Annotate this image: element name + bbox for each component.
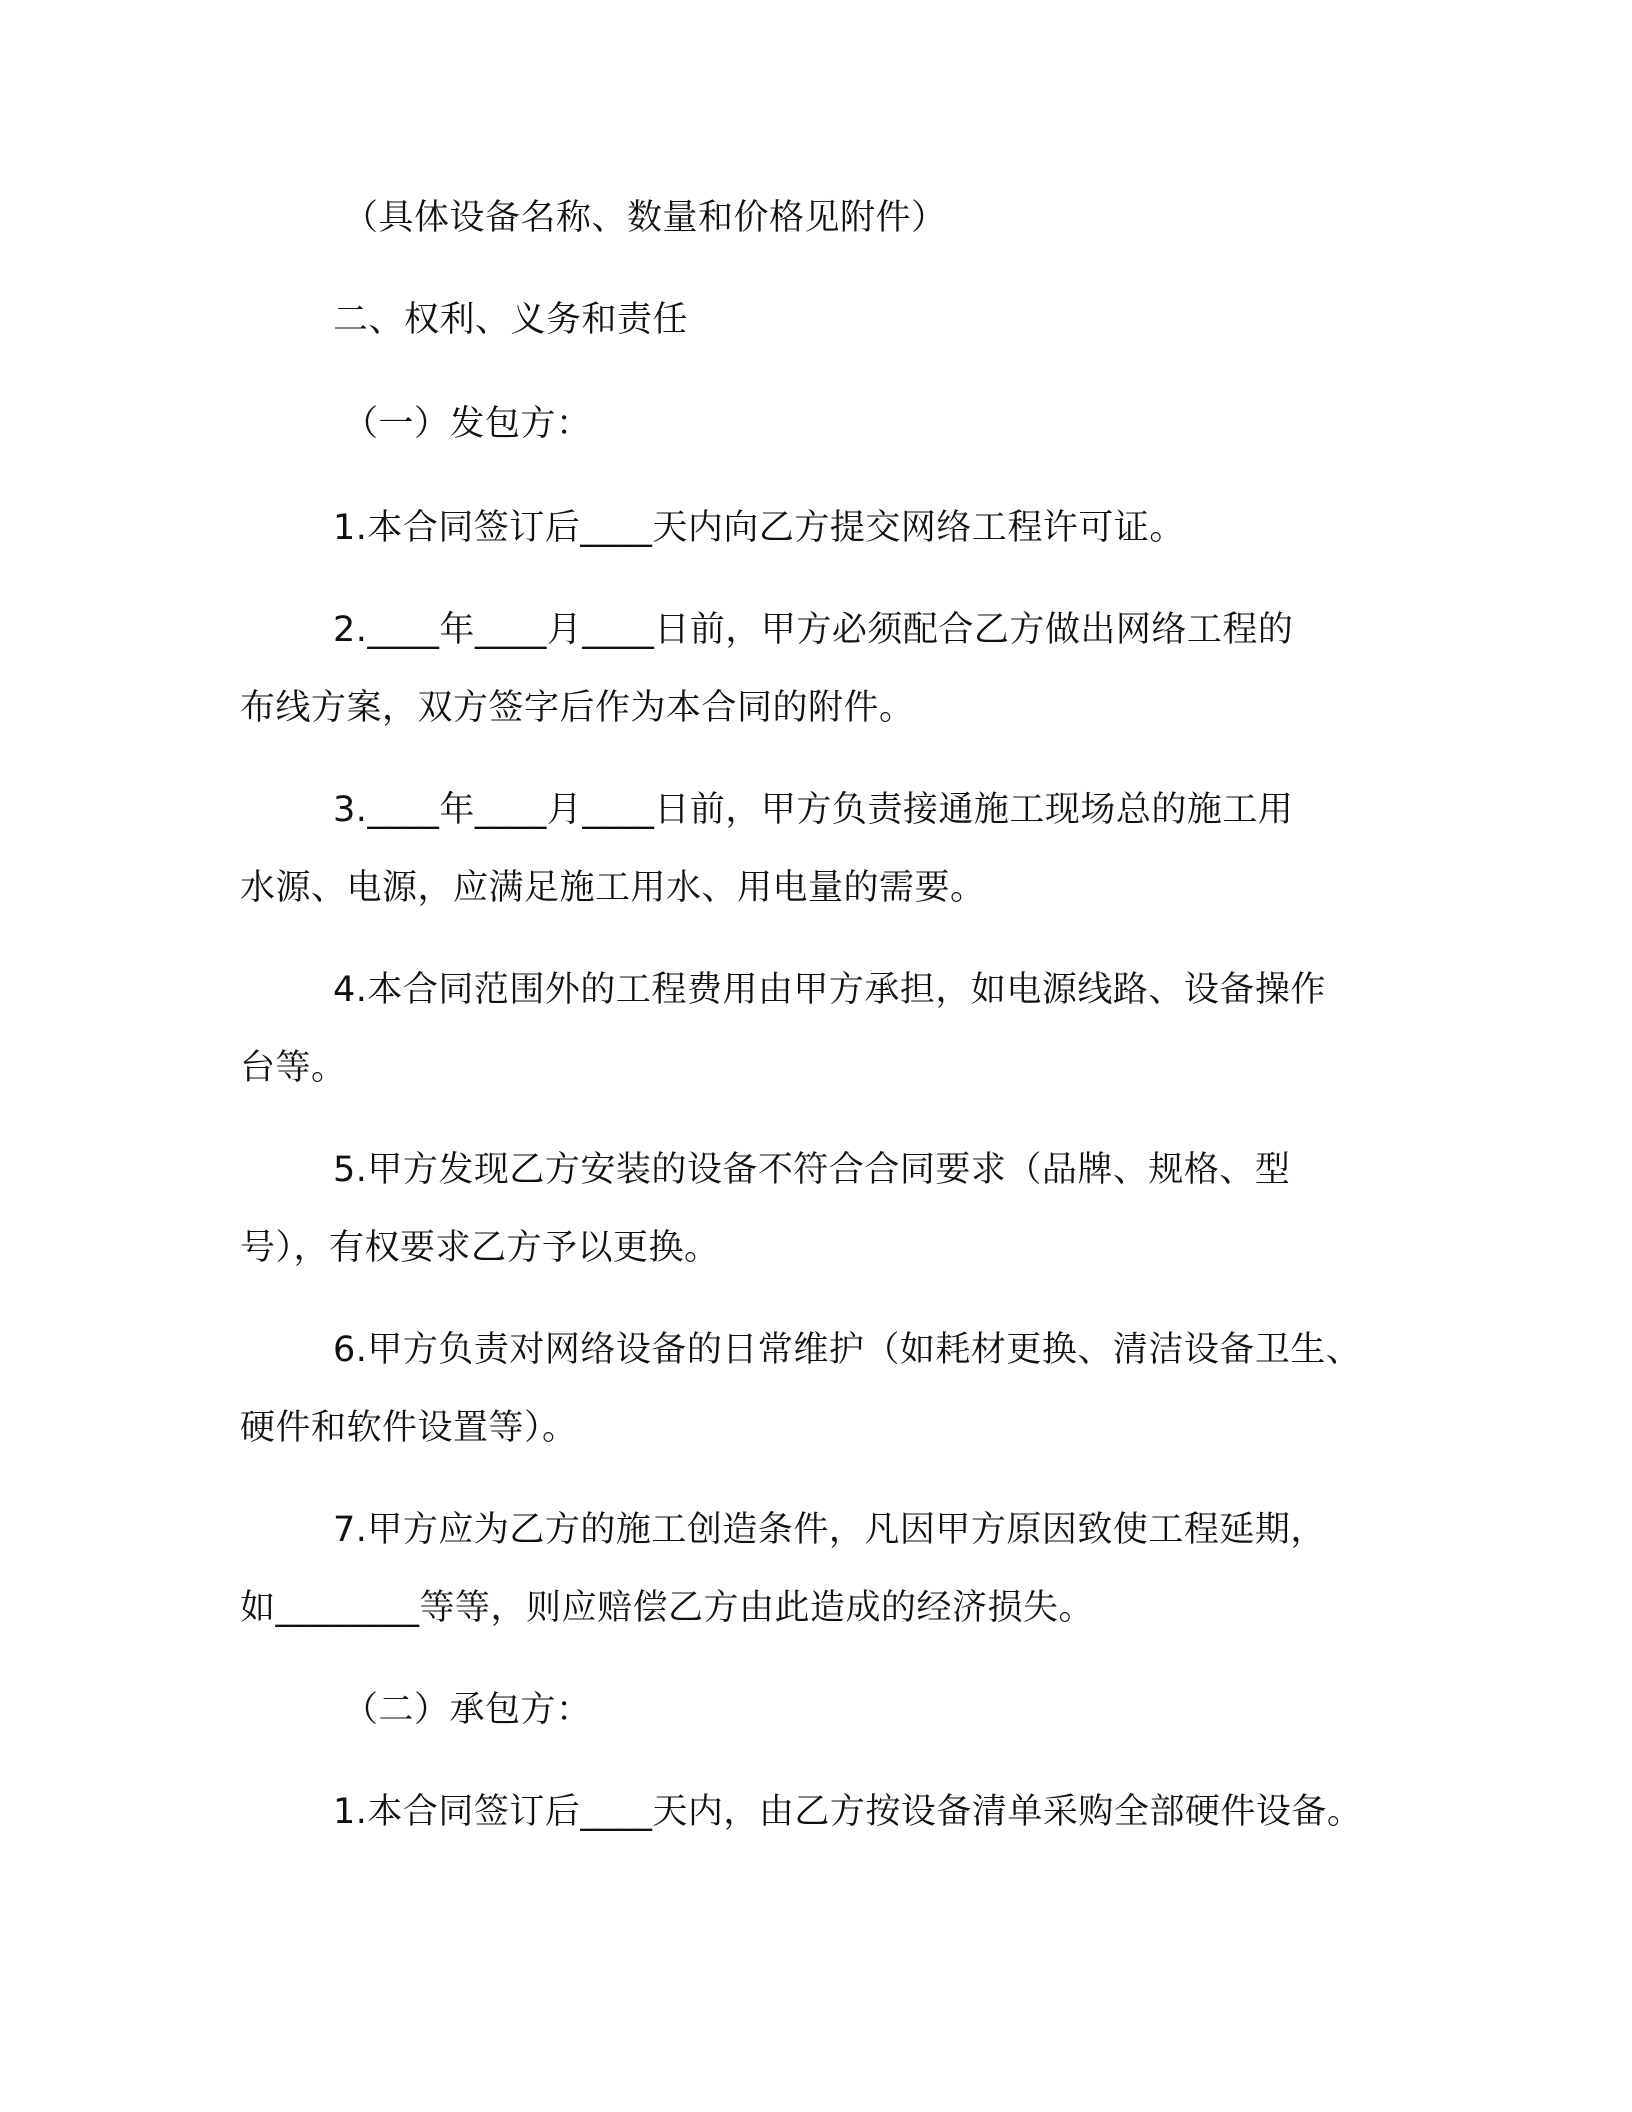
employer-item-3-line-1: 3.____年____月____日前，甲方负责接通施工现场总的施工用	[333, 790, 1294, 830]
employer-item-4-line-2: 台等。	[240, 1048, 347, 1088]
employer-item-2-line-2: 布线方案，双方签字后作为本合同的附件。	[240, 688, 915, 728]
employer-item-5-line-2: 号），有权要求乙方予以更换。	[240, 1228, 720, 1268]
employer-item-5-line-1: 5.甲方发现乙方安装的设备不符合合同要求（品牌、规格、型	[333, 1150, 1291, 1190]
employer-item-1: 1.本合同签订后____天内向乙方提交网络工程许可证。	[333, 508, 1185, 548]
subsection-heading-employer: （一）发包方：	[343, 404, 592, 444]
attachment-note: （具体设备名称、数量和价格见附件）	[343, 198, 947, 238]
employer-item-7-line-1: 7.甲方应为乙方的施工创造条件，凡因甲方原因致使工程延期，	[333, 1510, 1326, 1550]
section-heading-rights: 二、权利、义务和责任	[333, 300, 689, 340]
employer-item-6-line-1: 6.甲方负责对网络设备的日常维护（如耗材更换、清洁设备卫生、	[333, 1330, 1362, 1370]
employer-item-4-line-1: 4.本合同范围外的工程费用由甲方承担，如电源线路、设备操作	[333, 970, 1326, 1010]
employer-item-7-line-2: 如________等等，则应赔偿乙方由此造成的经济损失。	[240, 1588, 1095, 1628]
subsection-heading-contractor: （二）承包方：	[343, 1690, 592, 1730]
employer-item-3-line-2: 水源、电源，应满足施工用水、用电量的需要。	[240, 868, 986, 908]
employer-item-6-line-2: 硬件和软件设置等）。	[240, 1408, 578, 1448]
contractor-item-1: 1.本合同签订后____天内，由乙方按设备清单采购全部硬件设备。	[333, 1792, 1363, 1832]
employer-item-2-line-1: 2.____年____月____日前，甲方必须配合乙方做出网络工程的	[333, 610, 1294, 650]
